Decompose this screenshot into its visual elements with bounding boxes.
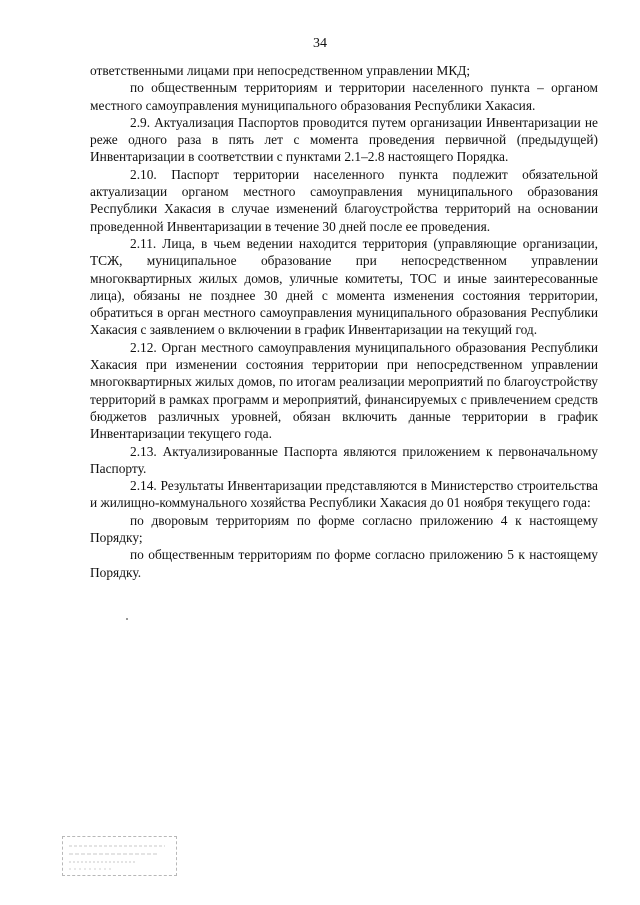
paragraph-2-9: 2.9. Актуализация Паспортов проводится путем организации Инвентаризации не реже одного раза в пять лет с момента проведения первичной (предыдущей) Инвентаризации в соответствии с пунктами 2.1–2.8 настоящего Порядка. — [90, 114, 598, 165]
faded-stamp — [62, 836, 177, 876]
paragraph-2-12: 2.12. Орган местного самоуправления муниципального образования Республики Хакасия при изменении состояния территории при непосредственном управлении многоквартирных жилых домов, по итогам реализации мероприятий по благоустройству территорий в рамках программ и мероприятий, финансируемых с привлечением средств бюджетов различных уровней, обязан включить данные территории в график Инвентаризации текущего года. — [90, 339, 598, 442]
document-body — [90, 62, 598, 581]
stamp-texture-icon — [67, 840, 172, 872]
scan-mark — [126, 618, 128, 620]
paragraph-2-13: 2.13. Актуализированные Паспорта являются приложением к первоначальному Паспорту. — [90, 443, 598, 476]
paragraph-2-11: 2.11. Лица, в чьем ведении находится территория (управляющие организации, ТСЖ, муниципальное образование при непосредственном управлении многоквартирных жилых домов, уличные комитеты, ТОС и иные заинтересованные лица), обязаны не позднее 30 дней с момента изменения состояния территории, обратиться в орган местного самоуправления муниципального образования Республики Хакасия с заявлением о включении в график Инвентаризации на текущий год. — [90, 235, 598, 338]
page-number: 34 — [313, 36, 327, 51]
paragraph-2-10: 2.10. Паспорт территории населенного пункта подлежит обязательной актуализации органом местного самоуправления муниципального образования Республики Хакасия в случае изменений благоустройства территорий на основании проведенной Инвентаризации в течение 30 дней после ее проведения. — [90, 166, 598, 234]
paragraph: ответственными лицами при непосредственном управлении МКД; — [90, 63, 471, 78]
paragraph: по общественным территориям и территории населенного пункта – органом местного самоуправления муниципального образования Республики Хакасия. — [90, 80, 598, 113]
paragraph: по дворовым территориям по форме согласно приложению 4 к настоящему Порядку; — [90, 512, 598, 546]
paragraph: по общественным территориям по форме согласно приложению 5 к настоящему Порядку. — [90, 547, 598, 580]
paragraph-2-14: 2.14. Результаты Инвентаризации представляются в Министерство строительства и жилищно-коммунального хозяйства Республики Хакасия до 01 ноября текущего года: — [90, 478, 598, 511]
